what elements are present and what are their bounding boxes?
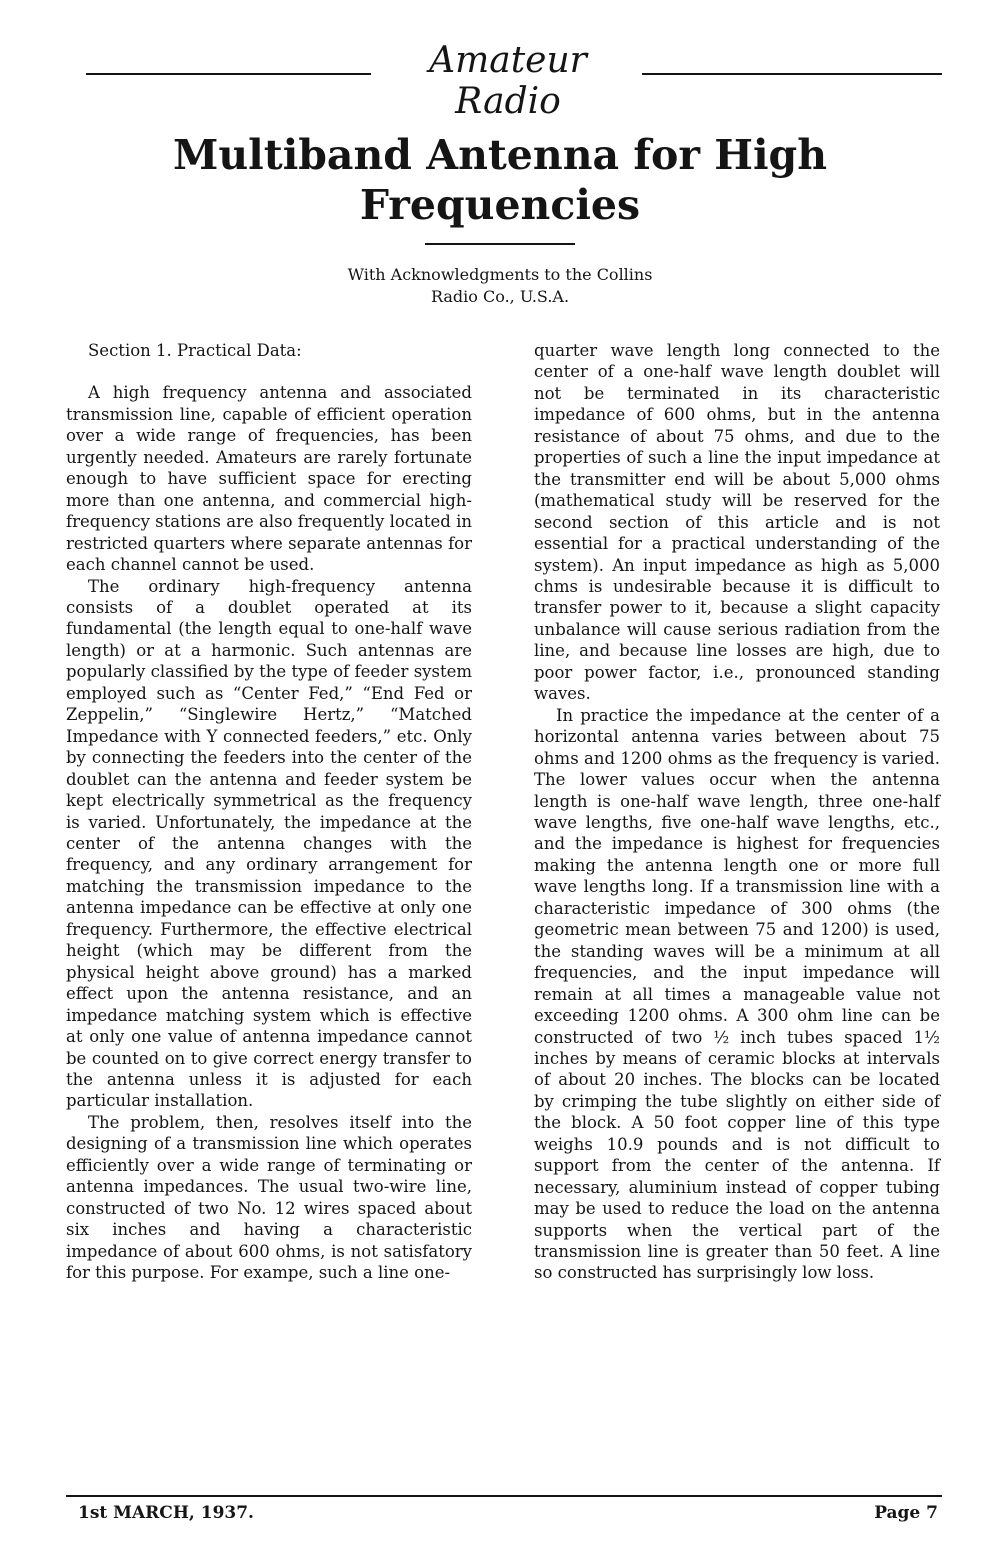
paragraph: In practice the impedance at the center of a horizontal antenna varies between about 75 ohms and 1200 ohms as the frequency is varied. The lower values occur when the antenna length is one-half wave length, three one-half wave lengths, five one-half wave lengths, etc., and the impedance is highest for frequencies making the antenna length one or more full wave lengths long. If a transmission line with a characteristic impedance of 300 ohms (the geometric mean between 75 and 1200) is used, the standing waves will be a minimum at all frequencies, and the input impedance will remain at all times a manageable value not exceeding 1200 ohms. A 300 ohm line can be constructed of two ½ inch tubes spaced 1½ inches by means of ceramic blocks at intervals of about 20 inches. The blocks can be located by crimping the tube slightly on either side of the block. A 50 foot copper line of this type weighs 10.9 pounds and is not difficult to support from the center of the antenna. If necessary, aluminium instead of copper tubing may be used to reduce the load on the antenna supports when the vertical part of the transmission line is greater than 50 feet. A line so constructed has surprisingly low loss. bbox=[534, 705, 940, 1283]
masthead-rule-right bbox=[642, 73, 942, 75]
acknowledgment bbox=[200, 264, 800, 308]
title-divider bbox=[425, 243, 575, 245]
footer-date: 1st MARCH, 1937. bbox=[78, 1503, 254, 1523]
right-column bbox=[534, 340, 940, 1284]
paragraph: A high frequency antenna and associated transmission line, capable of efficient operation over a wide range of frequencies, has been urgently needed. Amateurs are rarely fortunate enough to have sufficient space for erecting more than one antenna, and commercial high-frequency stations are also frequently located in restricted quarters where separate antennas for each channel cannot be used. bbox=[66, 383, 472, 575]
paragraph: The problem, then, resolves itself into the designing of a transmission line which operates efficiently over a wide range of terminating or antenna impedances. The usual two-wire line, constructed of two No. 12 wires spaced about six inches and having a characteristic impedance of about 600 ohms, is not satisfatory for this purpose. For exampe, such a line one- bbox=[66, 1112, 472, 1283]
acknowledgment-line-1: With Acknowledgments to the Collins bbox=[347, 265, 653, 284]
footer-rule bbox=[66, 1495, 942, 1497]
section-heading: Section 1. Practical Data: bbox=[88, 341, 302, 360]
article-title: Multiband Antenna for High Frequencies bbox=[172, 131, 828, 229]
page-number: Page 7 bbox=[874, 1503, 938, 1523]
paragraph-continued: quarter wave length long connected to the center of a one-half wave length doublet will not be terminated in its characteristic impedance of 600 ohms, but in the antenna resistance of about 75 ohms, and due to the properties of such a line the input impedance at the transmitter end will be about 5,000 ohms (mathematical study will be reserved for the second section of this article and is not essential for a practical understanding of the system). An input impedance as high as 5,000 chms is undesirable because it is difficult to transfer power to it, because a slight capacity unbalance will cause serious radiation from the line, and because line losses are high, due to poor power factor, i.e., pronounced standing waves. bbox=[534, 341, 940, 704]
masthead-logo: Amateur Radio bbox=[429, 40, 587, 122]
paragraph: The ordinary high-frequency antenna consists of a doublet operated at its fundamental (the length equal to one-half wave length) or at a harmonic. Such antennas are popularly classified by the type of feeder system employed such as “Center Fed,” “End Fed or Zeppelin,” “Singlewire Hertz,” “Matched Impedance with Y connected feeders,” etc. Only by connecting the feeders into the center of the doublet can the antenna and feeder system be kept electrically symmetrical as the frequency is varied. Unfortunately, the impedance at the center of the antenna changes with the frequency, and any ordinary arrangement for matching the transmission impedance to the antenna impedance can be effective at only one frequency. Furthermore, the effective electrical height (which may be different from the physical height above ground) has a marked effect upon the antenna resistance, and an impedance matching system which is effective at only one value of antenna impedance cannot be counted on to give correct energy transfer to the antenna unless it is adjusted for each particular installation. bbox=[66, 576, 472, 1111]
left-column bbox=[66, 340, 472, 1283]
masthead bbox=[86, 40, 942, 122]
acknowledgment-line-2: Radio Co., U.S.A. bbox=[430, 287, 570, 306]
masthead-rule-left bbox=[86, 73, 371, 75]
